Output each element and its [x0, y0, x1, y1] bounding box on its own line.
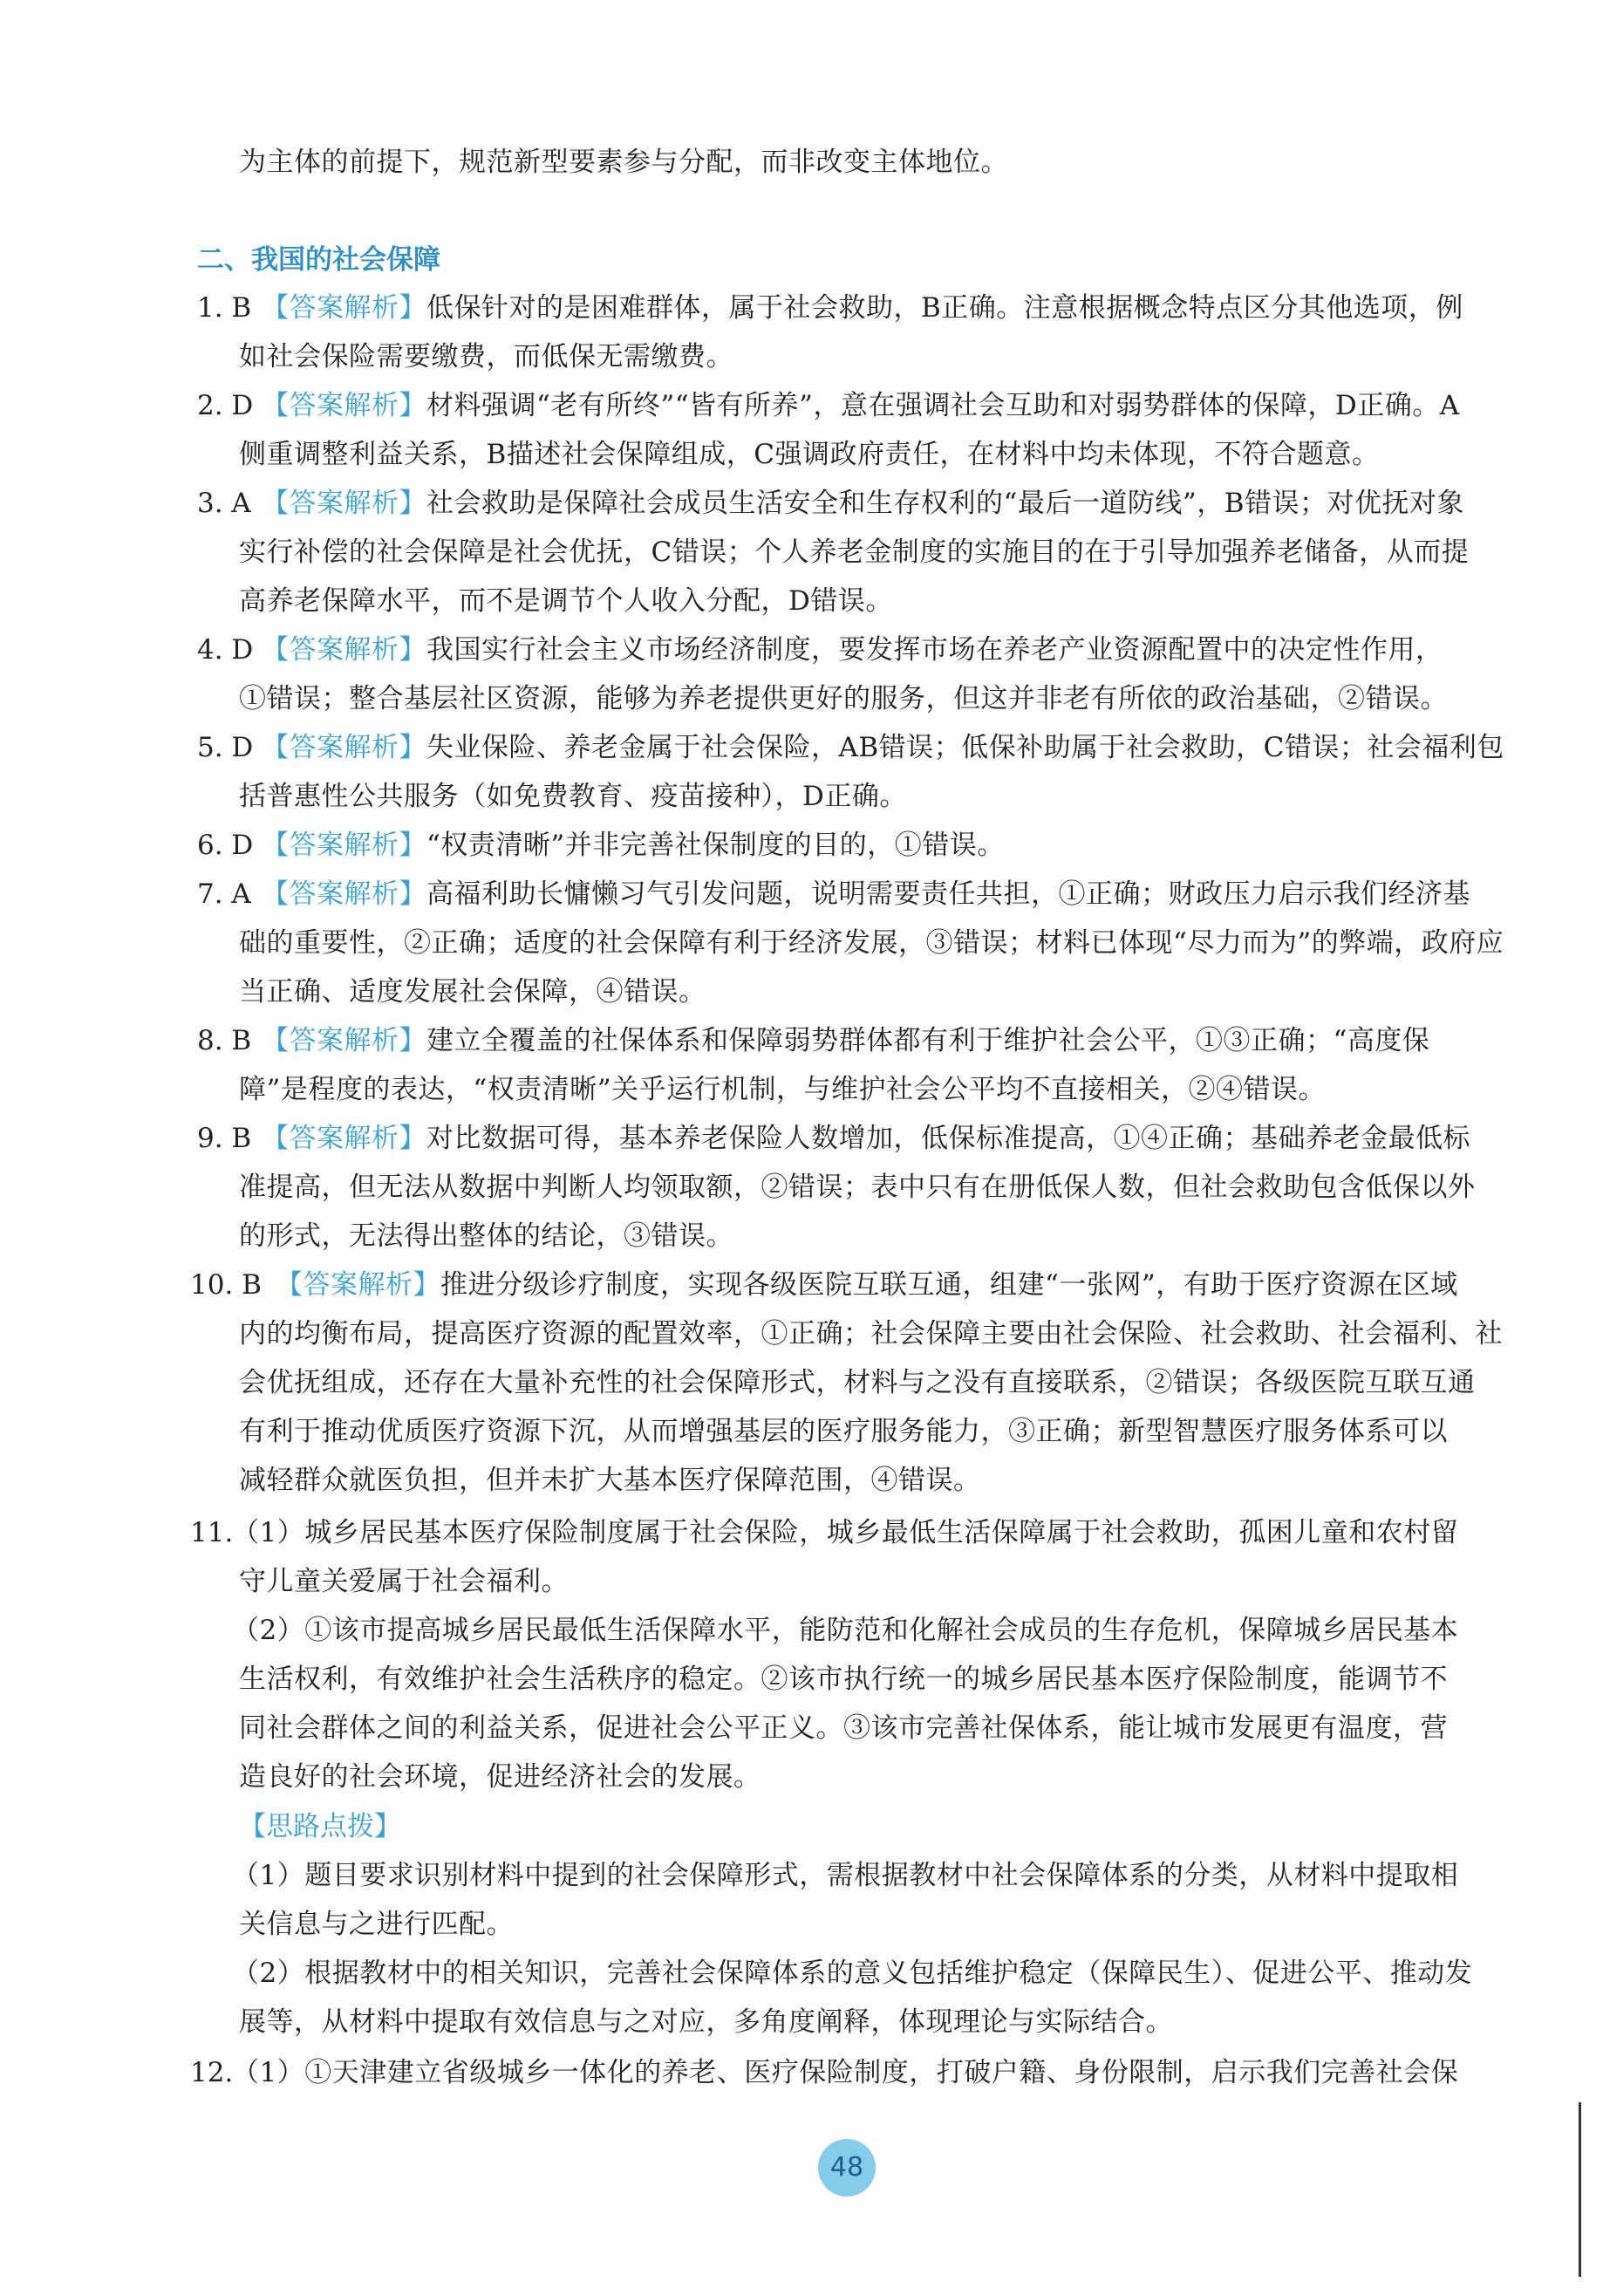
item-line: 【答案解析】推进分级诊疗制度，实现各级医院互联互通，组建“一张网”，有助于医疗资源在区域 — [276, 1269, 1458, 1301]
item-line: 【答案解析】材料强调“老有所终”“皆有所养”，意在强调社会互助和对弱势群体的保障，D正确。A — [262, 390, 1460, 421]
tip-line: 展等，从材料中提取有效信息与之对应，多角度阐释，体现理论与实际结合。 — [239, 2006, 1173, 2038]
item-line: （1）城乡居民基本医疗保险制度属于社会保险，城乡最低生活保障属于社会救助，孤困儿童和农村留 — [232, 1517, 1459, 1548]
item-line: 侧重调整利益关系，B描述社会保障组成，C强调政府责任，在材料中均未体现，不符合题意。 — [239, 439, 1380, 470]
item-number: 11. — [190, 1517, 234, 1548]
item-number: 8. B — [197, 1025, 252, 1056]
item-line: 会优抚组成，还存在大量补充性的社会保障形式，材料与之没有直接联系，②错误；各级医院互联互通 — [239, 1367, 1476, 1398]
tip-line: （2）根据教材中的相关知识，完善社会保障体系的意义包括维护稳定（保障民生）、促进公平、推动发 — [232, 1958, 1473, 1989]
item-line: 【答案解析】“权责清晰”并非完善社保制度的目的，①错误。 — [262, 830, 1005, 861]
tip-line: 关信息与之进行匹配。 — [239, 1909, 514, 1940]
item-line: 减轻群众就医负担，但并未扩大基本医疗保障范围，④错误。 — [239, 1465, 981, 1496]
answer-tag: 【答案解析】 — [276, 1269, 440, 1301]
item-line: 当正确、适度发展社会保障，④错误。 — [239, 976, 706, 1008]
answer-tag: 【答案解析】 — [262, 1025, 426, 1056]
item-line: 【答案解析】低保针对的是困难群体，属于社会救助，B正确。注意根据概念特点区分其他选项，例 — [262, 292, 1463, 324]
item-number: 10. B — [190, 1269, 262, 1301]
answer-tag: 【答案解析】 — [262, 830, 426, 861]
page-number: 48 — [818, 2139, 876, 2197]
item-line: 守儿童关爱属于社会福利。 — [239, 1566, 569, 1597]
item-line: 如社会保险需要缴费，而低保无需缴费。 — [239, 341, 733, 372]
answer-tag: 【答案解析】 — [262, 390, 426, 421]
answer-tag: 【答案解析】 — [262, 634, 426, 666]
item-line: 同社会群体之间的利益关系，促进社会公平正义。③该市完善社保体系，能让城市发展更有温度，营 — [239, 1712, 1448, 1744]
item-line: ①错误；整合基层社区资源，能够为养老提供更好的服务，但这并非老有所依的政治基础，②错误。 — [239, 683, 1448, 714]
tip-line: （1）题目要求识别材料中提到的社会保障形式，需根据教材中社会保障体系的分类，从材料中提取相 — [232, 1860, 1459, 1891]
item-number: 1. B — [197, 292, 252, 324]
item-line: 【答案解析】我国实行社会主义市场经济制度，要发挥市场在养老产业资源配置中的决定性作用， — [262, 634, 1443, 666]
item-line: 【答案解析】对比数据可得，基本养老保险人数增加，低保标准提高，①④正确；基础养老金最低标 — [262, 1123, 1470, 1154]
answer-tag: 【答案解析】 — [262, 878, 426, 910]
answer-tag: 【答案解析】 — [262, 292, 426, 324]
answer-tag: 【答案解析】 — [262, 488, 426, 519]
item-line: 【答案解析】社会救助是保障社会成员生活安全和生存权利的“最后一道防线”，B错误；对优抚对象 — [262, 488, 1464, 519]
section-title: 二、我国的社会保障 — [197, 244, 440, 276]
item-number: 12. — [190, 2057, 234, 2088]
item-line: 【答案解析】高福利助长慵懒习气引发问题，说明需要责任共担，①正确；财政压力启示我们经济基 — [262, 878, 1470, 910]
item-line: 内的均衡布局，提高医疗资源的配置效率，①正确；社会保障主要由社会保险、社会救助、社会福利、社 — [239, 1318, 1503, 1350]
item-number: 5. D — [197, 732, 254, 763]
item-line: 括普惠性公共服务（如免费教育、疫苗接种），D正确。 — [239, 781, 907, 812]
item-line: 障”是程度的表达，“权责清晰”关乎运行机制，与维护社会公平均不直接相关，②④错误。 — [239, 1074, 1327, 1105]
page-edge-mark — [1579, 2102, 1581, 2277]
item-line: 高养老保障水平，而不是调节个人收入分配，D错误。 — [239, 585, 893, 617]
item-line: 的形式，无法得出整体的结论，③错误。 — [239, 1220, 733, 1252]
item-line: （2）①该市提高城乡居民最低生活保障水平，能防范和化解社会成员的生存危机，保障城乡居民基本 — [232, 1615, 1459, 1646]
item-line: 生活权利，有效维护社会生活秩序的稳定。②该市执行统一的城乡居民基本医疗保险制度，能调节不 — [239, 1664, 1448, 1695]
tip-label: 【思路点拨】 — [239, 1811, 401, 1842]
item-line: 有利于推动优质医疗资源下沉，从而增强基层的医疗服务能力，③正确；新型智慧医疗服务体系可以 — [239, 1416, 1448, 1447]
item-line: 实行补偿的社会保障是社会优抚，C错误；个人养老金制度的实施目的在于引导加强养老储备，从而提 — [239, 536, 1470, 568]
item-line: 础的重要性，②正确；适度的社会保障有利于经济发展，③错误；材料已体现“尽力而为”的弊端，政府应 — [239, 927, 1504, 959]
intro-line: 为主体的前提下，规范新型要素参与分配，而非改变主体地位。 — [239, 147, 1008, 178]
item-number: 4. D — [197, 634, 254, 666]
answer-tag: 【答案解析】 — [262, 1123, 426, 1154]
answer-tag: 【答案解析】 — [262, 732, 426, 763]
item-number: 2. D — [197, 390, 254, 421]
item-number: 7. A — [197, 878, 251, 910]
item-line: 准提高，但无法从数据中判断人均领取额，②错误；表中只有在册低保人数，但社会救助包含低保以外 — [239, 1172, 1476, 1203]
item-line: 【答案解析】失业保险、养老金属于社会保险，AB错误；低保补助属于社会救助，C错误；社会福利包 — [262, 732, 1504, 763]
item-number: 3. A — [197, 488, 251, 519]
item-number: 9. B — [197, 1123, 252, 1154]
item-line: （1）①天津建立省级城乡一体化的养老、医疗保险制度，打破户籍、身份限制，启示我们完善社会保 — [232, 2057, 1459, 2088]
item-line: 【答案解析】建立全覆盖的社保体系和保障弱势群体都有利于维护社会公平，①③正确；“高度保 — [262, 1025, 1430, 1056]
item-number: 6. D — [197, 830, 254, 861]
item-line: 造良好的社会环境，促进经济社会的发展。 — [239, 1761, 761, 1793]
